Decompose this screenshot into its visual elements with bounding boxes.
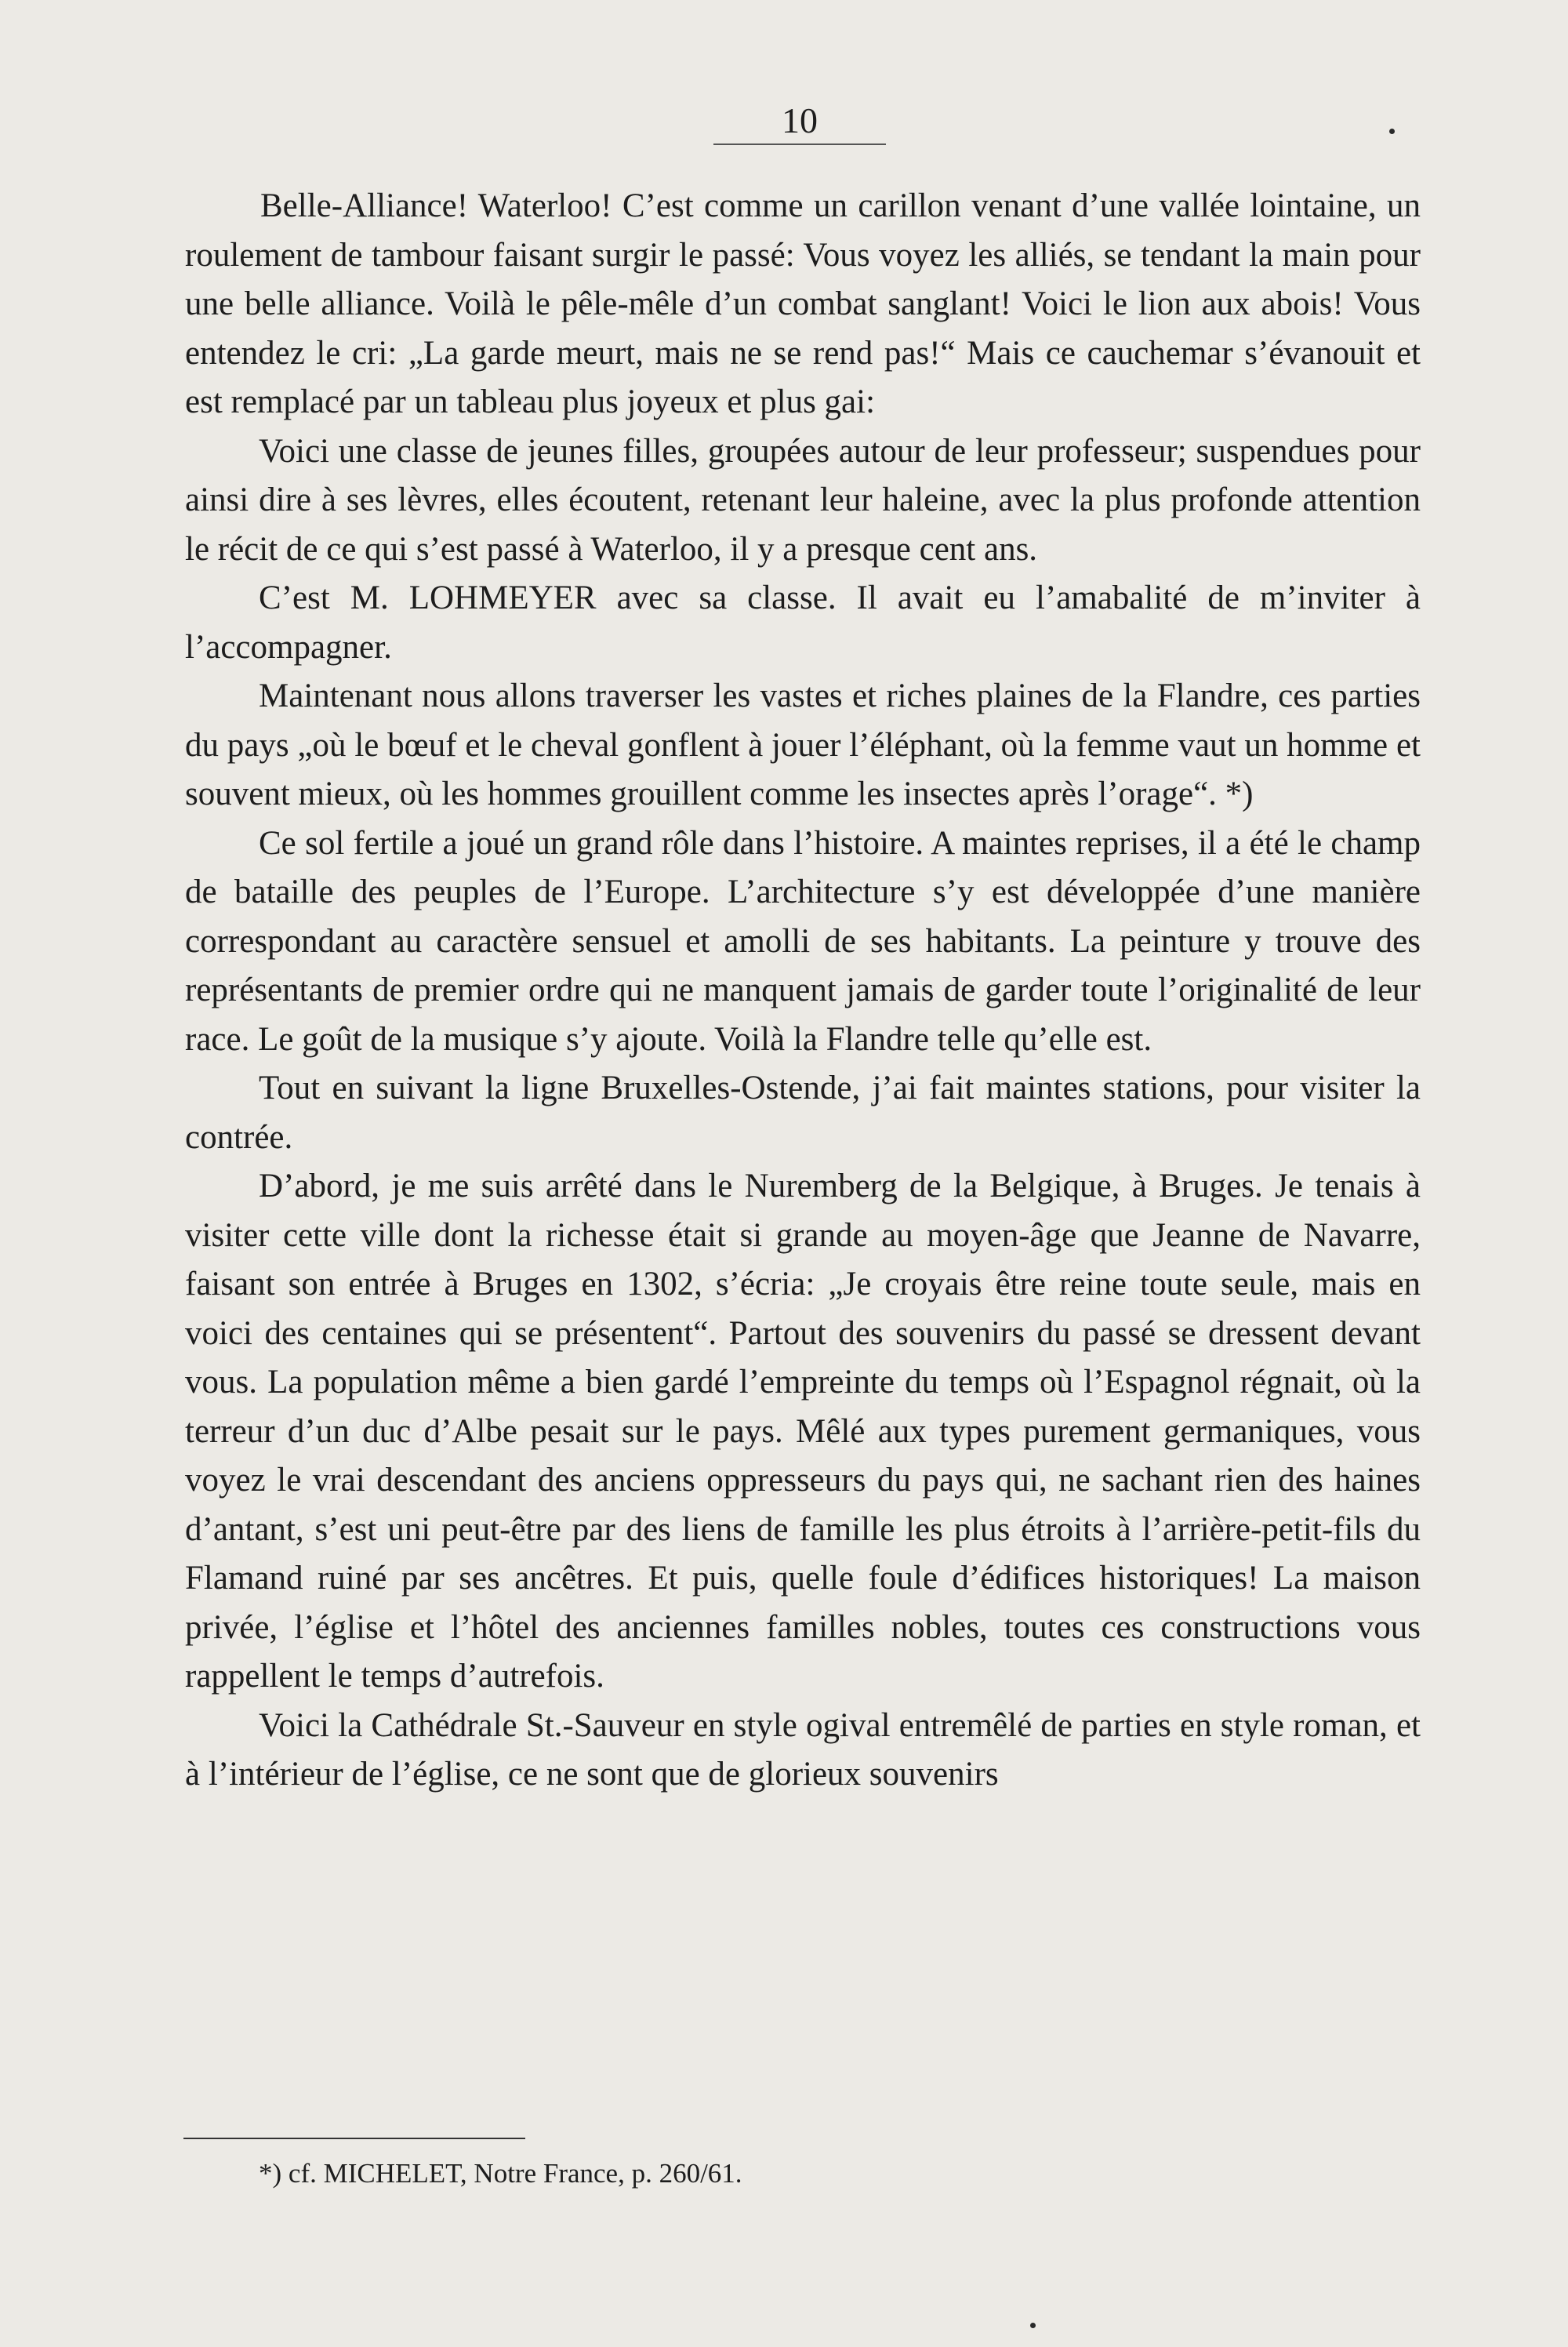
body-text bbox=[185, 182, 1421, 1800]
stray-dot-top bbox=[1389, 129, 1395, 134]
paragraph: Belle-Alliance! Waterloo! C’est comme un carillon venant d’une vallée lointaine, un roulement de tambour faisant surgir le passé: Vous voyez les alliés, se tendant la main pour une belle alliance. Voilà le pêle-mêle d’un combat sanglant! Voici le lion aux abois! Vous entendez le cri: „La garde meurt, mais ne se rend pas!“ Mais ce cauchemar s’évanouit et est remplacé par un tableau plus joyeux et plus gai: bbox=[185, 187, 1421, 420]
paragraph: Voici la Cathédrale St.-Sauveur en style ogival entremêlé de parties en style roman, et à l’intérieur de l’église, ce ne sont que de glorieux souvenirs bbox=[185, 1706, 1421, 1793]
page-number-rule bbox=[713, 144, 886, 145]
page-number: 10 bbox=[782, 100, 818, 140]
paragraph: C’est M. LOHMEYER avec sa classe. Il avait eu l’amabalité de m’inviter à l’accompagner. bbox=[185, 579, 1421, 666]
paragraph: Maintenant nous allons traverser les vastes et riches plaines de la Flandre, ces parties du pays „où le bœuf et le cheval gonflent à jouer l’éléphant, où la femme vaut un homme et souvent mieux, où les hommes grouillent comme les insectes après l’orage“. *) bbox=[185, 678, 1421, 812]
footnote-rule bbox=[183, 2138, 525, 2139]
paragraph: D’abord, je me suis arrêté dans le Nuremberg de la Belgique, à Bruges. Je tenais à visiter cette ville dont la richesse était si grande au moyen-âge que Jeanne de Navarre, faisant son entrée à Bruges en 1302, s’écria: „Je croyais être reine toute seule, mais en voici des centaines qui se présentent“. Partout des souvenirs du passé se dressent devant vous. La population même a bien gardé l’empreinte du temps où l’Espagnol régnait, où la terreur d’un duc d’Albe pesait sur le pays. Mêlé aux types purement germaniques, vous voyez le vrai descendant des anciens oppresseurs du pays qui, ne sachant rien des haines d’antant, s’est uni peut-être par des liens de famille les plus étroits à l’arrière-petit-fils du Flamand ruiné par ses ancêtres. Et puis, quelle foule d’édifices historiques! La maison privée, l’église et l’hôtel des anciennes familles nobles, toutes ces constructions vous rappellent le temps d’autrefois. bbox=[185, 1168, 1421, 1695]
stray-dot-bottom bbox=[1030, 2323, 1036, 2328]
footnote: *) cf. MICHELET, Notre France, p. 260/61. bbox=[259, 2158, 742, 2189]
paragraph: Tout en suivant la ligne Bruxelles-Ostende, j’ai fait maintes stations, pour visiter la contrée. bbox=[185, 1070, 1421, 1156]
paragraph: Voici une classe de jeunes filles, groupées autour de leur professeur; suspendues pour ainsi dire à ses lèvres, elles écoutent, retenant leur haleine, avec la plus profonde attention le récit de ce qui s’est passé à Waterloo, il y a presque cent ans. bbox=[185, 432, 1421, 568]
paragraph: Ce sol fertile a joué un grand rôle dans l’histoire. A maintes reprises, il a été le champ de bataille des peuples de l’Europe. L’architecture s’y est développée d’une manière correspondant au caractère sensuel et amolli de ses habitants. La peinture y trouve des représentants de premier ordre qui ne manquent jamais de garder toute l’originalité de leur race. Le goût de la musique s’y ajoute. Voilà la Flandre telle qu’elle est. bbox=[185, 824, 1421, 1058]
